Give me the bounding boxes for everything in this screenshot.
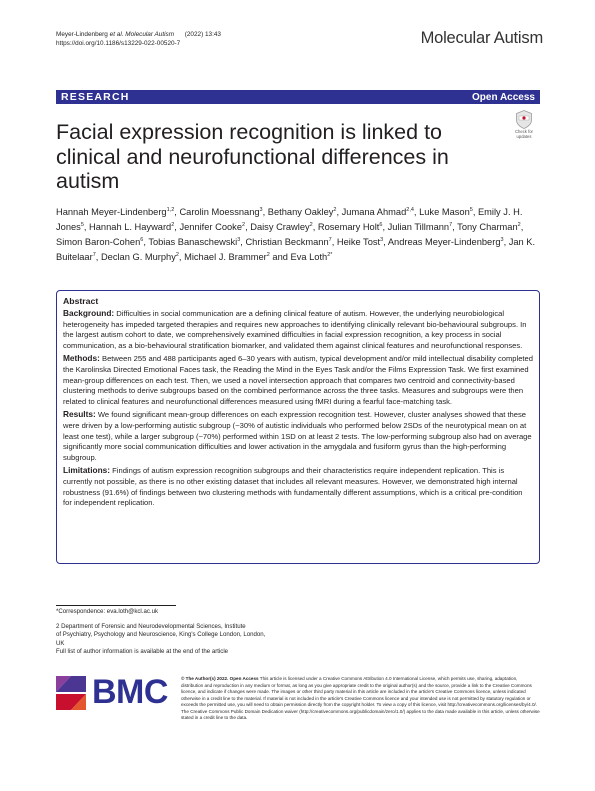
author-name[interactable]: Eva Loth bbox=[290, 252, 328, 263]
author-affiliation-marker: 3 bbox=[237, 237, 241, 243]
author-affiliation-marker: 1,2 bbox=[166, 207, 175, 213]
citation-author: Meyer-Lindenberg bbox=[56, 31, 108, 38]
author-affiliation-marker: 2 bbox=[171, 222, 175, 228]
doi-link[interactable]: https://doi.org/10.1186/s13229-022-00520-7 bbox=[56, 40, 181, 47]
author-name[interactable]: Hannah L. Hayward bbox=[89, 222, 172, 233]
journal-name: Molecular Autism bbox=[420, 29, 543, 47]
author-affiliation-marker: 2,4 bbox=[406, 207, 414, 213]
author-list: Hannah Meyer-Lindenberg$^{1,2}$, Carolin Moessnang$^3$, Bethany Oakley$^2$, Jumana Ahmad$^{2,4}$, Luke Mason$^5$, Emily J. H. Jones$^5$, Hannah L. Hayward$^2$, Jennifer Cooke$^2$, Daisy Crawley$^2$, Rosemary Holt$^6$, Julian Tillmann$^7$, Tony Charman$^2$, Simon Baron-Cohen$^6$, Tobias Banaschewski$^3$, Christian Beckmann$^7$, Heike Tost$^3$, Andreas Meyer-Lindenberg$^3$, Jan K. Buitelaar$^7$, Declan G. Murphy$^2$, Michael J. Brammer$^2$ and Eva Loth$^{2*}$ bbox=[56, 207, 536, 263]
author-name[interactable]: Christian Beckmann bbox=[245, 237, 329, 248]
check-for-updates-text: Check for updates bbox=[515, 129, 533, 139]
author-name[interactable]: Jennifer Cooke bbox=[179, 222, 242, 233]
article-title: Facial expression recognition is linked to clinical and neurofunctional differences in autism bbox=[56, 120, 449, 193]
author-name[interactable]: Andreas Meyer-Lindenberg bbox=[387, 237, 501, 248]
abstract-box bbox=[56, 290, 540, 564]
author-affiliation-marker: 6 bbox=[379, 222, 383, 228]
author-affiliation-marker: 2 bbox=[517, 222, 521, 228]
abstract-results: Results: We found significant mean-group differences on each expression recognition test. However, cluster analyses showed that these were driven by a low-performing autistic subgroup (~30% of autistic individuals who performed below 2SDs of the neurotypical mean on at least one test), while a larger subgroup (~70%) performed within 1SD on at least 2 tests. The low-performing subgroup also had on average significantly more social communication difficulties and lower activation in the amygdala and fusiform gyrus than the high-performing subgroup. bbox=[63, 409, 532, 462]
author-affiliation-marker: 3 bbox=[500, 237, 504, 243]
author-name[interactable]: Daisy Crawley bbox=[250, 222, 310, 233]
author-name[interactable]: Tony Charman bbox=[457, 222, 518, 233]
author-affiliation-marker: 2 bbox=[333, 207, 337, 213]
author-affiliation-marker: 5 bbox=[80, 222, 84, 228]
author-name[interactable]: Rosemary Holt bbox=[317, 222, 380, 233]
author-name[interactable]: Luke Mason bbox=[419, 207, 470, 218]
author-affiliation-marker: 2 bbox=[309, 222, 313, 228]
check-for-updates-icon bbox=[516, 110, 532, 129]
license-statement: © The Author(s) 2022. Open Access This article is licensed under a Creative Commons Attribution 4.0 International License, which permits use, sharing, adaptation, distribution and reproduction in any medium or format, as long as you give appropriate credit to the original author(s) and the source, provide a link to the Creative Commons licence, and indicate if changes were made. The images or other third party material in this article are included in the article's Creative Commons licence, unless indicated otherwise in a credit line to the material. If material is not included in the article's Creative Commons licence and your intended use is not permitted by statutory regulation or exceeds the permitted use, you will need to obtain permission directly from the copyright holder. To view a copy of this licence, visit http://creativecommons.org/licenses/by/4.0/. The Creative Commons Public Domain Dedication waiver (http://creativecommons.org/publicdomain/zero/1.0/) applies to the data made available in this article, unless otherwise stated in a credit line to the data. bbox=[181, 676, 540, 720]
author-affiliation-marker: 5 bbox=[469, 207, 473, 213]
bmc-logo bbox=[56, 673, 168, 712]
author-name[interactable]: Tobias Banaschewski bbox=[148, 237, 238, 248]
abstract-background: Background: Difficulties in social communication are a defining clinical feature of autism. However, the underlying neurobiological heterogeneity has impeded targeted therapies and requires new approaches to identifying clinically relevant bio-behavioural subgroups. In the largest autism cohort to date, we comprehensively examined difficulties in facial expression recognition, a key process in social communication, as a bio-behavioural stratification biomarker, and validated them against clinical features and neurofunctional responses. bbox=[63, 308, 527, 350]
author-affiliation-marker: 7 bbox=[92, 252, 96, 258]
author-name[interactable]: Jan K. Buitelaar bbox=[56, 237, 536, 263]
abstract-heading: Abstract bbox=[63, 296, 99, 306]
author-affiliation-marker: 2 bbox=[266, 252, 270, 258]
author-affiliation-marker: 2 bbox=[175, 252, 179, 258]
author-affiliation-marker: 3 bbox=[259, 207, 263, 213]
author-name[interactable]: Heike Tost bbox=[336, 237, 381, 248]
author-affiliation-marker: 6 bbox=[140, 237, 144, 243]
citation-line bbox=[56, 30, 221, 39]
full-list-note: Full list of author information is available at the end of the article bbox=[56, 647, 229, 655]
author-affiliation-marker: 2 bbox=[242, 222, 246, 228]
abstract-limitations: Limitations: Findings of autism expression recognition subgroups and their characteristics require independent replication. This is currently not possible, as there is no other existing dataset that includes all relevant measures. However, we demonstrated high internal robustness (91.6%) of findings between two clustering methods with fundamentally different assumptions, which is a critical pre-condition for independent replication. bbox=[63, 465, 523, 508]
author-affiliation-marker: 3 bbox=[380, 237, 384, 243]
author-name[interactable]: Jumana Ahmad bbox=[341, 207, 407, 218]
author-name[interactable]: Simon Baron-Cohen bbox=[56, 237, 141, 248]
abstract-methods: Methods: Between 255 and 488 participants aged 6–30 years with autism, typical development and/or mild intellectual disability completed the Karolinska Directed Emotional Faces task, the Reading the Mind in the Eyes Task and/or the Films Expression Task. We first examined mean-group differences on each test. Then, we used a novel intersection approach that compares two centroid and connectivity-based clustering methods to derive subgroups based on the combined performance across the three tasks. Measures and subgroups were then related to clinical features and neurofunctional differences measured using fMRI during a fearful face-matching task. bbox=[63, 353, 533, 406]
author-name[interactable]: Carolin Moessnang bbox=[179, 207, 260, 218]
open-access-label: Open Access bbox=[472, 91, 535, 103]
author-name[interactable]: Julian Tillmann bbox=[387, 222, 450, 233]
bmc-logo-icon bbox=[56, 676, 86, 710]
check-for-updates-badge[interactable] bbox=[510, 110, 538, 142]
author-affiliation-marker: 7 bbox=[328, 237, 332, 243]
author-affiliation-marker: 2* bbox=[327, 252, 333, 258]
citation-etal: et al. Molecular Autism bbox=[109, 31, 175, 38]
author-name[interactable]: Michael J. Brammer bbox=[184, 252, 267, 263]
affiliation-note: 2 Department of Forensic and Neurodevelopmental Sciences, Institute of Psychiatry, Psychology and Neuroscience, King's College London, London, UK Full list of author information is available at the end of the article bbox=[56, 623, 266, 655]
article-type-label: RESEARCH bbox=[61, 91, 130, 103]
author-name[interactable]: Declan G. Murphy bbox=[100, 252, 176, 263]
citation-year: (2022) 13:43 bbox=[184, 31, 221, 38]
author-name[interactable]: Emily J. H. Jones bbox=[56, 207, 523, 233]
correspondence-email[interactable]: *Correspondence: eva.loth@kcl.ac.uk bbox=[56, 608, 159, 615]
footnote-divider bbox=[56, 605, 176, 606]
author-affiliation-marker: 7 bbox=[449, 222, 453, 228]
article-type-banner bbox=[56, 90, 540, 104]
author-name[interactable]: Bethany Oakley bbox=[267, 207, 334, 218]
citation-header bbox=[56, 30, 221, 48]
bmc-logo-text: BMC bbox=[92, 673, 168, 711]
author-name[interactable]: Hannah Meyer-Lindenberg bbox=[56, 207, 167, 218]
